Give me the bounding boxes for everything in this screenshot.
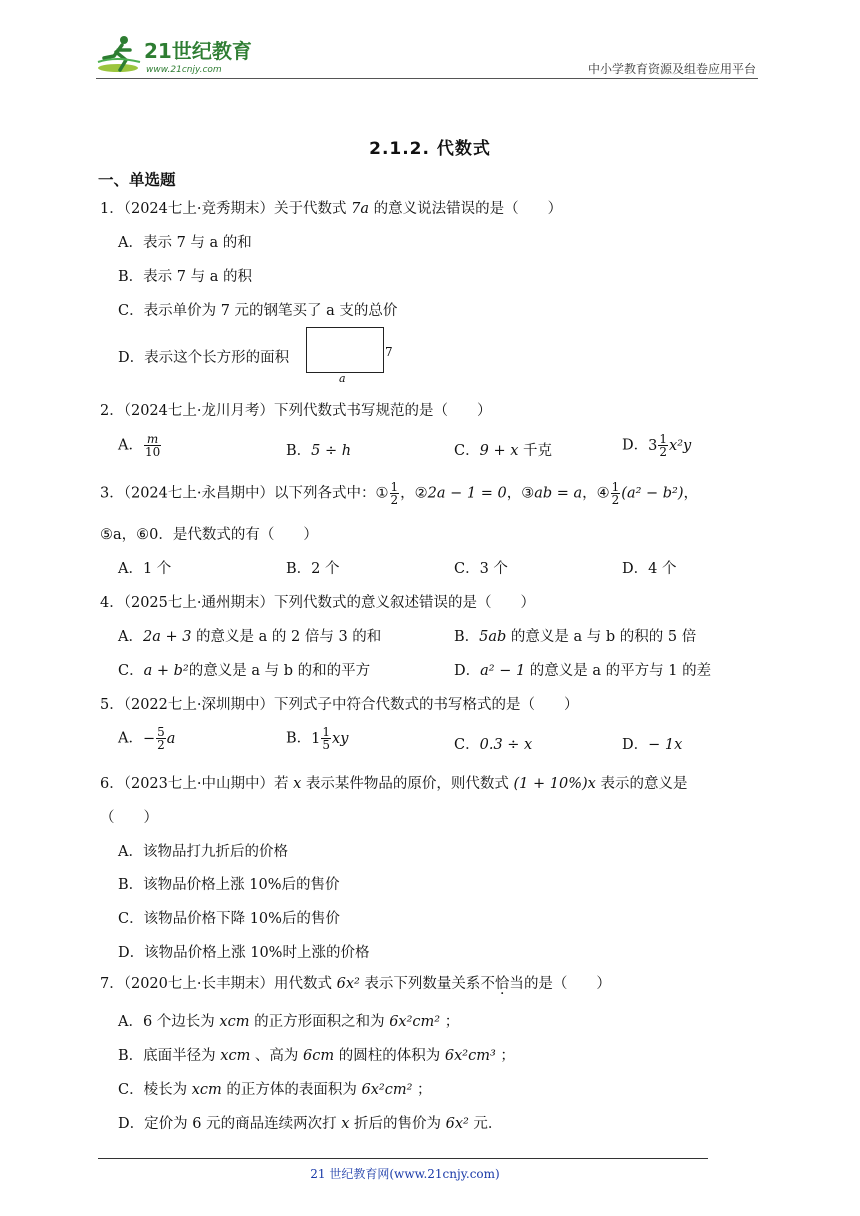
- rectangle-side-label: 7: [385, 345, 393, 359]
- q1-option-d: D．表示这个长方形的面积: [118, 350, 290, 366]
- q1-option-c: C．表示单价为 7 元的钢笔买了 a 支的总价: [118, 303, 398, 319]
- q3-option-b: B．2 个: [286, 561, 340, 577]
- footer-divider: [98, 1158, 708, 1159]
- q7-option-c: C．棱长为 xcm 的正方体的表面积为 6x²cm² ；: [118, 1082, 432, 1098]
- page-header: [96, 30, 758, 78]
- question-3-line-2: ⑤a，⑥0．是代数式的有（ ）: [100, 527, 318, 543]
- q1-option-b: B．表示 7 与 a 的积: [118, 269, 252, 285]
- header-divider: [96, 78, 758, 79]
- q5-option-d: D．− 1x: [622, 737, 683, 753]
- question-1: 1．（2024七上·竞秀期末）关于代数式 7a 的意义说法错误的是（ ）: [100, 201, 563, 217]
- q7-option-b: B．底面半径为 xcm 、高为 6cm 的圆柱的体积为 6x²cm³ ；: [118, 1048, 515, 1064]
- q7-option-d: D．定价为 6 元的商品连续两次打 x 折后的售价为 6x² 元．: [118, 1116, 503, 1132]
- q6-option-a: A．该物品打九折后的价格: [118, 844, 288, 860]
- q7-option-a: A．6 个边长为 xcm 的正方形面积之和为 6x²cm² ；: [118, 1014, 460, 1030]
- q2-option-a: A． $\frac{m}{10}$: [118, 432, 161, 459]
- question-3: 3．（2024七上·永昌期中）以下列各式中：① $\frac{1}{2}$ ，②2a − 1 = 0，③ab = a，④ $\frac{1}{2}$ (a² − b²)，: [100, 480, 699, 507]
- logo-url: www.21cnjy.com: [146, 65, 222, 75]
- q6-option-d: D．该物品价格上涨 10%时上涨的价格: [118, 945, 370, 961]
- q3-option-d: D．4 个: [622, 561, 677, 577]
- q2-option-d: D． 3 $\frac{1}{2}$ x²y: [622, 432, 692, 459]
- logo-icon: [96, 32, 256, 76]
- question-5: 5．（2022七上·深圳期中）下列式子中符合代数式的书写格式的是（ ）: [100, 697, 579, 713]
- q4-option-b: B．5ab 的意义是 a 与 b 的积的 5 倍: [454, 629, 697, 645]
- q4-option-d: D．a² − 1 的意义是 a 的平方与 1 的差: [454, 663, 712, 679]
- q6-option-c: C．该物品价格下降 10%后的售价: [118, 911, 340, 927]
- q3-option-a: A．1 个: [118, 561, 172, 577]
- q1-option-a: A．表示 7 与 a 的和: [118, 235, 252, 251]
- q5-option-a: A． − $\frac{5}{2}$ a: [118, 725, 176, 752]
- footer-link[interactable]: 21 世纪教育网(www.21cnjy.com): [310, 1167, 500, 1181]
- rectangle-figure: [306, 327, 384, 373]
- page-title: 2.1.2. 代数式: [369, 139, 491, 159]
- emphasis-dots: 不恰当: [480, 976, 524, 992]
- q2-option-c: C．9 + x 千克: [454, 443, 552, 459]
- q5-option-b: B． 1 $\frac{1}{5}$ xy: [286, 725, 349, 752]
- q5-option-c: C．0.3 ÷ x: [454, 737, 533, 753]
- q2-option-b: B．5 ÷ h: [286, 443, 352, 459]
- rectangle-bottom-label: a: [339, 372, 346, 385]
- q3-option-c: C．3 个: [454, 561, 508, 577]
- q4-option-a: A．2a + 3 的意义是 a 的 2 倍与 3 的和: [118, 629, 382, 645]
- logo-text: 21世纪教育: [144, 39, 252, 63]
- q6-option-b: B．该物品价格上涨 10%后的售价: [118, 877, 340, 893]
- q4-option-c: C．a + b²的意义是 a 与 b 的和的平方: [118, 663, 371, 679]
- question-7: 7．（2020七上·长丰期末）用代数式 6x² 表示下列数量关系不恰当的是（ ）: [100, 972, 611, 993]
- question-2: 2．（2024七上·龙川月考）下列代数式书写规范的是（ ）: [100, 403, 492, 419]
- header-platform-text: 中小学教育资源及组卷应用平台: [587, 62, 756, 76]
- section-heading: 一、单选题: [98, 171, 176, 189]
- question-4: 4．（2025七上·通州期末）下列代数式的意义叙述错误的是（ ）: [100, 595, 535, 611]
- question-6: 6．（2023七上·中山期中）若 x 表示某件物品的原价，则代数式 (1 + 10%)x 表示的意义是: [100, 776, 688, 792]
- question-6-paren: （ ）: [100, 810, 158, 826]
